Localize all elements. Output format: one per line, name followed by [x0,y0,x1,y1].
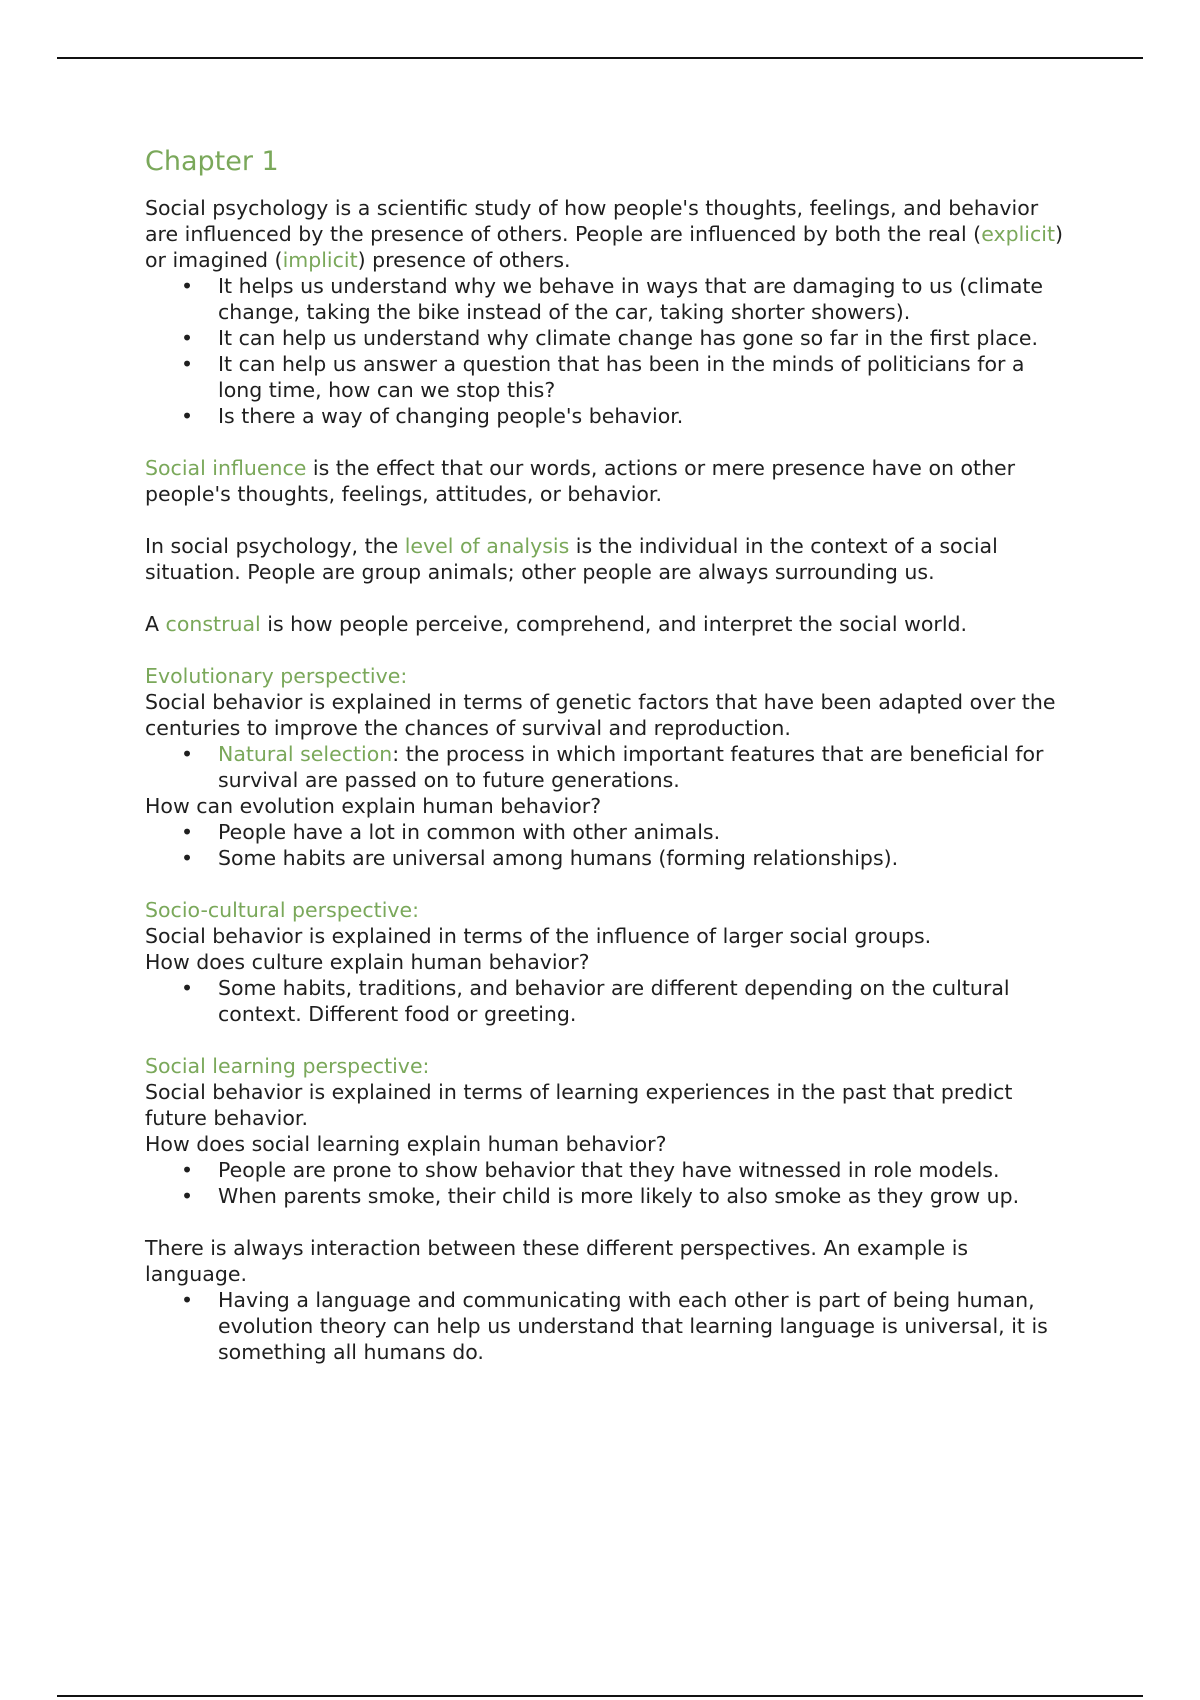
construal-term: construal [165,612,261,636]
level-of-analysis-term: level of analysis [404,534,570,558]
sociocultural-question: How does culture explain human behavior? [145,950,590,974]
evolutionary-heading: Evolutionary perspective: [145,664,408,688]
sociocultural-heading: Socio-cultural perspective: [145,898,420,922]
evolutionary-bullet-list [145,819,1075,871]
document-body [145,145,1075,1365]
list-item: • It can help us answer a question that has been in the minds of politicians for a long time, how can we stop this? [145,351,1075,403]
list-item: • Is there a way of changing people's behavior. [145,403,1075,429]
natural-selection-term: Natural selection [218,742,393,766]
list-item: • Having a language and communicating with each other is part of being human, evolution theory can help us understand that learning language is universal, it is something all humans do. [145,1287,1075,1365]
intro-bullet-list [145,273,1075,429]
level-of-analysis-pre: In social psychology, the [145,534,405,558]
natural-selection-text: : the process in which important features that are beneficial for survival are passed on to future generations. [218,742,1044,792]
intro-text-2: ) or imagined ( [145,222,1063,272]
level-of-analysis-paragraph [145,533,1075,585]
list-item: • When parents smoke, their child is more likely to also smoke as they grow up. [145,1183,1075,1209]
list-item [145,741,1075,793]
level-of-analysis-text: is the individual in the context of a social situation. People are group animals; other people are always surrounding us. [145,534,998,584]
construal-paragraph [145,611,1075,637]
evolutionary-text: Social behavior is explained in terms of genetic factors that have been adapted over the centuries to improve the chances of survival and reproduction. [145,690,1056,740]
evolutionary-question: How can evolution explain human behavior? [145,794,602,818]
header-rule [57,57,1143,59]
sociocultural-text: Social behavior is explained in terms of the influence of larger social groups. [145,924,932,948]
intro-text-1: Social psychology is a scientific study of how people's thoughts, feelings, and behavior are influenced by the presence of others. People are influenced by both the real ( [145,196,1039,246]
list-item: • It can help us understand why climate change has gone so far in the first place. [145,325,1075,351]
chapter-title: Chapter 1 [145,146,279,177]
natural-selection-list [145,741,1075,793]
social-influence-text: is the effect that our words, actions or mere presence have on other people's thoughts, feelings, attitudes, or behavior. [145,456,1016,506]
list-item: • It helps us understand why we behave in ways that are damaging to us (climate change, taking the bike instead of the car, taking shorter showers). [145,273,1075,325]
list-item: • People are prone to show behavior that they have witnessed in role models. [145,1157,1075,1183]
intro-paragraph [145,195,1075,273]
explicit-term: explicit [981,222,1055,246]
social-learning-heading: Social learning perspective: [145,1054,430,1078]
social-influence-term: Social influence [145,456,307,480]
interaction-text: There is always interaction between these different perspectives. An example is language. [145,1236,969,1286]
construal-text: is how people perceive, comprehend, and interpret the social world. [260,612,968,636]
construal-pre: A [145,612,166,636]
intro-text-3: ) presence of others. [357,248,571,272]
interaction-bullet-list [145,1287,1075,1365]
implicit-term: implicit [282,248,358,272]
social-learning-bullet-list [145,1157,1075,1209]
list-item: • People have a lot in common with other animals. [145,819,1075,845]
social-influence-paragraph [145,455,1075,507]
social-learning-question: How does social learning explain human behavior? [145,1132,667,1156]
list-item: • Some habits are universal among humans (forming relationships). [145,845,1075,871]
list-item: • Some habits, traditions, and behavior are different depending on the cultural context. Different food or greeting. [145,975,1075,1027]
footer-rule [57,1695,1143,1697]
social-learning-text: Social behavior is explained in terms of learning experiences in the past that predict future behavior. [145,1080,1013,1130]
sociocultural-bullet-list [145,975,1075,1027]
